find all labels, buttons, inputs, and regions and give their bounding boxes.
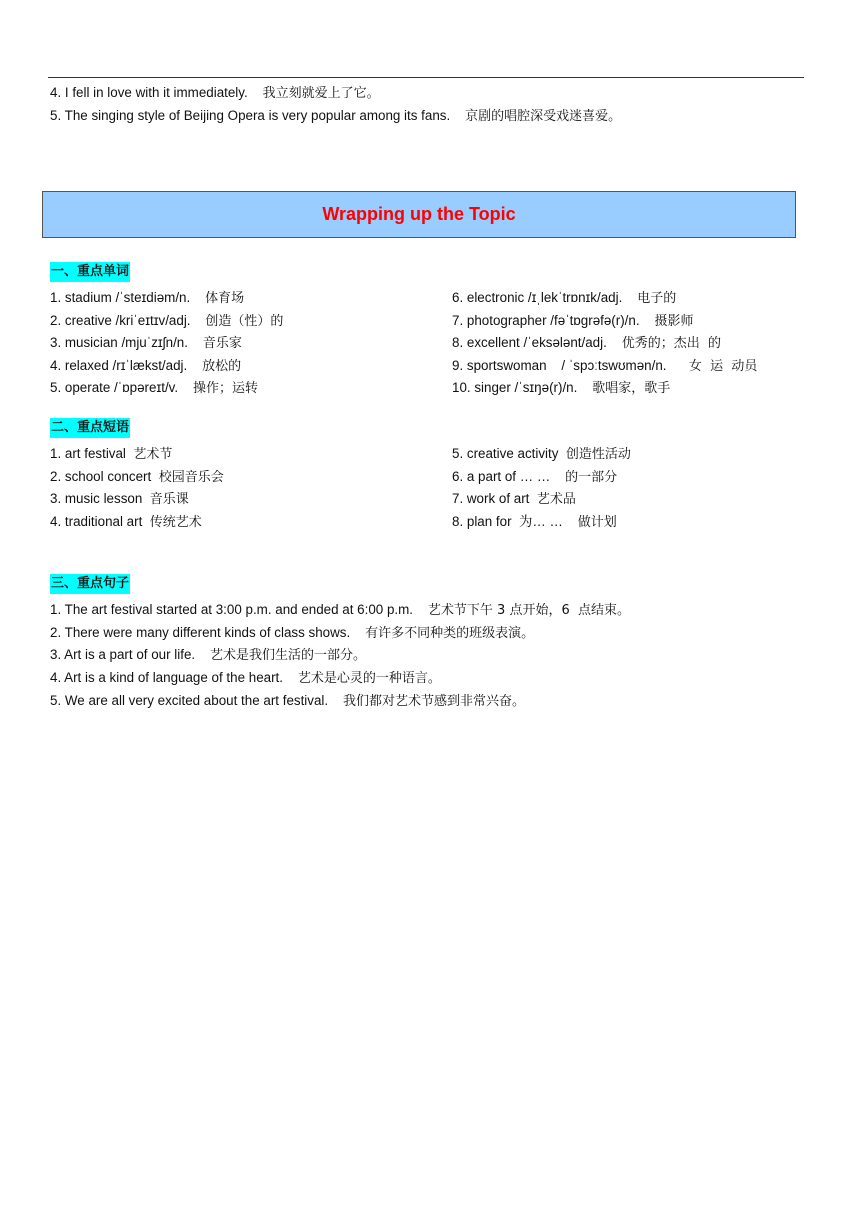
- phrase-zh: 校园音乐会: [158, 470, 224, 485]
- phrase-en: 8. plan for 为… …: [452, 514, 563, 529]
- sentence-en: 4. I fell in love with it immediately.: [50, 85, 248, 100]
- word-zh: 电子的: [637, 291, 677, 306]
- sentence-zh: 京剧的唱腔深受戏迷喜爱。: [465, 109, 622, 124]
- phrase-zh: 音乐课: [149, 492, 189, 507]
- phrase-item: [452, 443, 631, 462]
- section-heading-sentences: 三、重点句子: [50, 574, 130, 594]
- phrase-item: [452, 511, 617, 530]
- sentence-line: [50, 82, 380, 101]
- word-zh: 体育场: [205, 291, 245, 306]
- phrase-en: 1. art festival: [50, 446, 126, 461]
- word-en: 8. excellent /ˈeksələnt/adj.: [452, 335, 607, 350]
- sentence-zh: 有许多不同种类的班级表演。: [365, 626, 535, 641]
- word-item: [50, 310, 283, 329]
- sentence-item: [50, 667, 441, 686]
- section-heading-phrases: 二、重点短语: [50, 418, 130, 438]
- section-heading-words: 一、重点单词: [50, 262, 130, 282]
- word-item: [452, 377, 670, 396]
- word-zh: 女 运 动员: [688, 359, 758, 374]
- sentence-zh: 艺术节下午 3 点开始，6 点结束。: [427, 603, 630, 618]
- phrase-item: [50, 443, 172, 462]
- phrase-zh: 艺术节: [133, 447, 173, 462]
- sentence-en: 1. The art festival started at 3:00 p.m. and ended at 6:00 p.m.: [50, 602, 414, 617]
- sentence-item: [50, 599, 630, 618]
- word-item: [452, 355, 757, 374]
- word-item: [50, 377, 258, 396]
- phrase-zh: 做计划: [577, 515, 617, 530]
- word-en: 7. photographer /fəˈtɒɡrəfə(r)/n.: [452, 313, 640, 328]
- word-en: 4. relaxed /rɪˈlækst/adj.: [50, 358, 188, 373]
- phrase-en: 6. a part of … …: [452, 469, 551, 484]
- sentence-zh: 艺术是心灵的一种语言。: [297, 671, 441, 686]
- word-item: [50, 287, 244, 306]
- sentence-item: [50, 644, 366, 663]
- word-en: 3. musician /mjuˈzɪʃn/n.: [50, 335, 188, 350]
- word-zh: 创造（性）的: [205, 314, 284, 329]
- sentence-en: 5. The singing style of Beijing Opera is very popular among its fans.: [50, 108, 451, 123]
- phrase-item: [50, 488, 189, 507]
- top-divider: [48, 77, 804, 78]
- phrase-zh: 创造性活动: [565, 447, 631, 462]
- word-item: [50, 355, 241, 374]
- phrase-item: [50, 511, 202, 530]
- sentence-zh: 艺术是我们生活的一部分。: [210, 648, 367, 663]
- phrase-item: [50, 466, 224, 485]
- phrase-en: 4. traditional art: [50, 514, 143, 529]
- word-zh: 放松的: [202, 359, 242, 374]
- word-item: [452, 332, 721, 351]
- phrase-en: 2. school concert: [50, 469, 152, 484]
- phrase-zh: 艺术品: [536, 492, 576, 507]
- sentence-en: 5. We are all very excited about the art festival.: [50, 693, 329, 708]
- sentence-zh: 我们都对艺术节感到非常兴奋。: [343, 694, 526, 709]
- topic-banner: [42, 191, 796, 238]
- phrase-zh: 传统艺术: [149, 515, 202, 530]
- word-item: [452, 287, 676, 306]
- sentence-en: 4. Art is a kind of language of the heart.: [50, 670, 284, 685]
- word-en: 2. creative /kriˈeɪtɪv/adj.: [50, 313, 191, 328]
- phrase-en: 7. work of art: [452, 491, 530, 506]
- word-zh: 优秀的；杰出 的: [621, 336, 721, 351]
- sentence-line: [50, 105, 621, 124]
- sentence-item: [50, 622, 534, 641]
- phrase-zh: 的一部分: [565, 470, 618, 485]
- sentence-item: [50, 690, 525, 709]
- word-zh: 摄影师: [654, 314, 694, 329]
- word-zh: 歌唱家，歌手: [592, 381, 671, 396]
- sentence-en: 2. There were many different kinds of class shows.: [50, 625, 351, 640]
- word-en: 5. operate /ˈɒpəreɪt/v.: [50, 380, 179, 395]
- word-en: 9. sportswoman / ˈspɔːtswʊmən/n.: [452, 358, 667, 373]
- phrase-item: [452, 466, 617, 485]
- phrase-en: 3. music lesson: [50, 491, 143, 506]
- word-en: 10. singer /ˈsɪŋə(r)/n.: [452, 380, 578, 395]
- sentence-zh: 我立刻就爱上了它。: [262, 86, 380, 101]
- banner-title: Wrapping up the Topic: [322, 204, 516, 224]
- word-zh: 音乐家: [202, 336, 242, 351]
- phrase-item: [452, 488, 576, 507]
- phrase-en: 5. creative activity: [452, 446, 559, 461]
- word-item: [50, 332, 242, 351]
- word-en: 1. stadium /ˈsteɪdiəm/n.: [50, 290, 191, 305]
- word-en: 6. electronic /ɪˌlekˈtrɒnɪk/adj.: [452, 290, 623, 305]
- sentence-en: 3. Art is a part of our life.: [50, 647, 196, 662]
- word-item: [452, 310, 693, 329]
- word-zh: 操作；运转: [192, 381, 258, 396]
